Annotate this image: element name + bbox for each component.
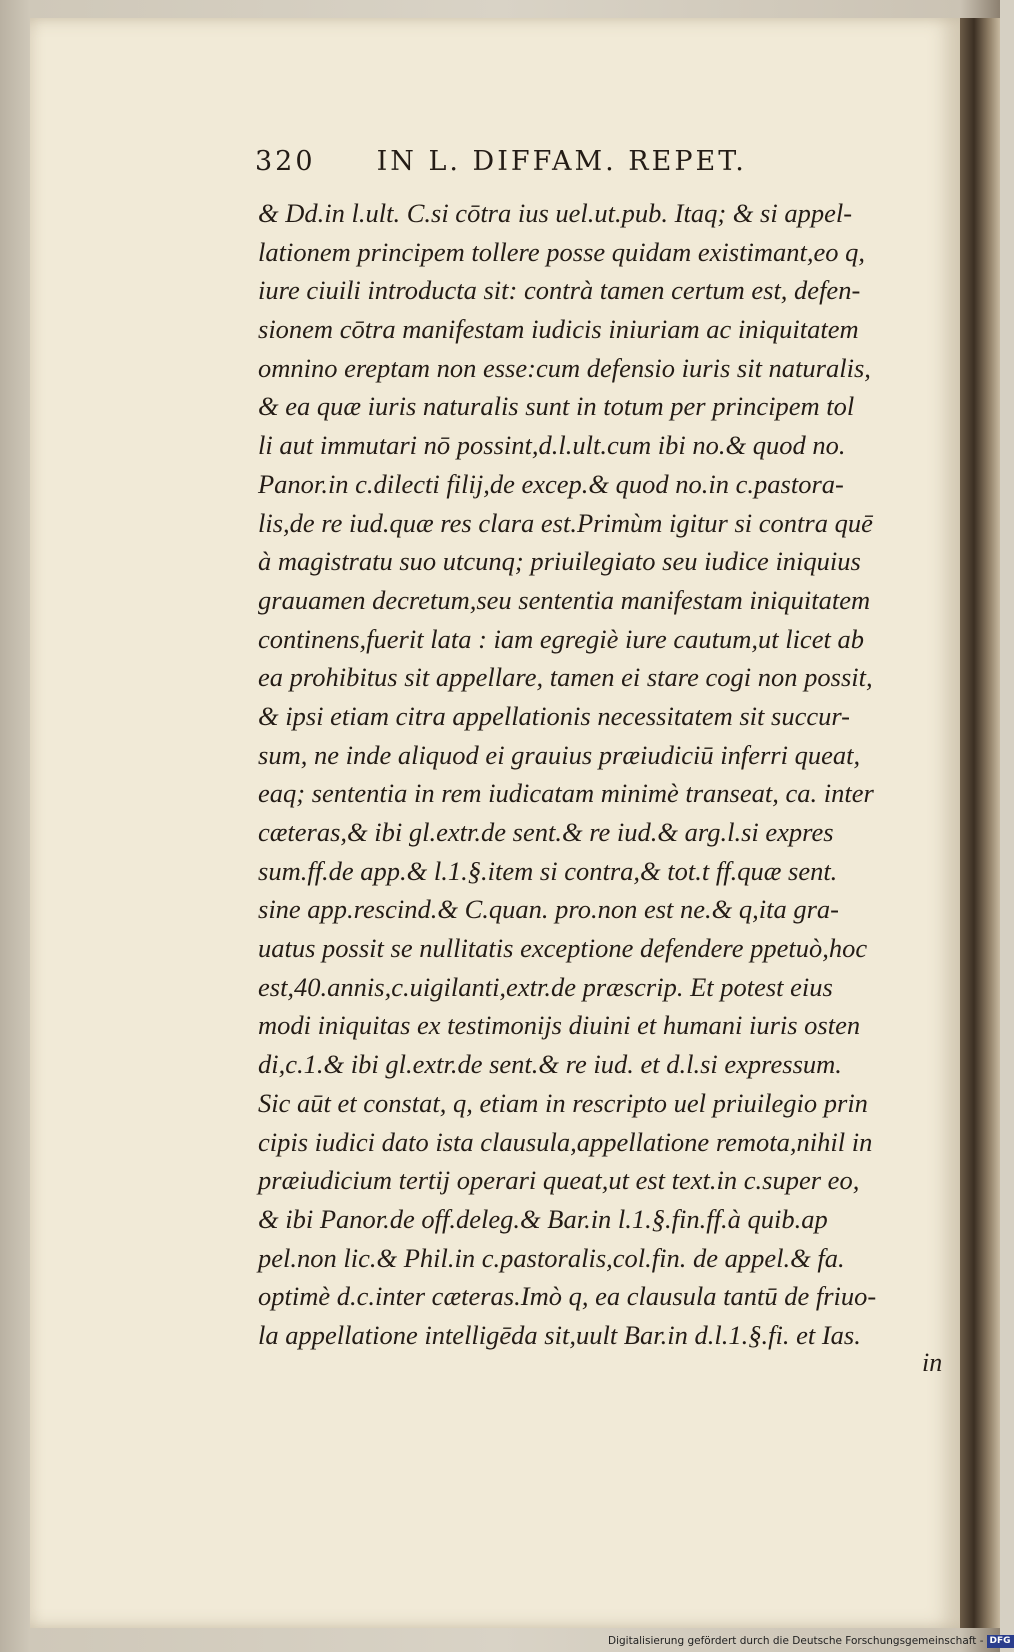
book-spine — [960, 18, 1000, 1628]
running-head — [255, 146, 855, 182]
text-line: & ea quæ iuris naturalis sunt in totum per principem tol — [258, 391, 855, 422]
text-line: omnino ereptam non esse:cum defensio iuris sit naturalis, — [258, 352, 871, 383]
text-line: cipis iudici dato ista clausula,appellatione remota,nihil in — [258, 1126, 873, 1157]
text-line: à magistratu suo utcunq; priuilegiato seu iudice iniquius — [258, 546, 861, 577]
catchword: in — [922, 1348, 943, 1377]
text-line: grauamen decretum,seu sententia manifestam iniquitatem — [258, 584, 871, 615]
page-number: 320 — [255, 146, 316, 177]
text-line: modi iniquitas ex testimonijs diuini et humani iuris osten — [258, 1010, 861, 1041]
text-line: & ibi Panor.de off.deleg.& Bar.in l.1.§.fin.ff.à quib.ap — [258, 1203, 828, 1234]
text-line: sum, ne inde aliquod ei grauius præiudiciū inferri queat, — [258, 739, 861, 770]
dfg-logo: DFG — [987, 1635, 1014, 1648]
text-line: lis,de re iud.quæ res clara est.Primùm igitur si contra quē — [258, 507, 873, 538]
text-line: sine app.rescind.& C.quan. pro.non est ne.& q,ita gra- — [258, 894, 840, 925]
text-line: & ipsi etiam citra appellationis necessitatem sit succur- — [258, 700, 850, 731]
text-line: di,c.1.& ibi gl.extr.de sent.& re iud. et d.l.si expressum. — [258, 1049, 842, 1080]
text-line: iure ciuili introducta sit: contrà tamen certum est, defen- — [258, 275, 861, 306]
text-line: est,40.annis,c.uigilanti,extr.de præscrip. Et potest eius — [258, 971, 833, 1002]
text-line: Panor.in c.dilecti filij,de excep.& quod no.in c.pastora- — [258, 468, 844, 499]
text-line: uatus possit se nullitatis exceptione defendere ppetuò,hoc — [258, 933, 868, 964]
text-line: li aut immutari nō possint,d.l.ult.cum ibi no.& quod no. — [258, 430, 846, 461]
text-line: sionem cōtra manifestam iudicis iniuriam ac iniquitatem — [258, 314, 859, 345]
text-line: continens,fuerit lata : iam egregiè iure cautum,ut licet ab — [258, 623, 864, 654]
text-line: optimè d.c.inter cæteras.Imò q, ea clausula tantū de friuo- — [258, 1281, 877, 1312]
running-title: IN L. DIFFAM. REPET. — [376, 146, 747, 177]
text-line: ea prohibitus sit appellare, tamen ei stare cogi non possit, — [258, 662, 873, 693]
text-line: lationem principem tollere posse quidam existimant,eo q, — [258, 236, 865, 267]
text-line: & Dd.in l.ult. C.si cōtra ius uel.ut.pub. Itaq; & si appel- — [258, 198, 853, 228]
text-line: eaq; sententia in rem iudicatam minimè transeat, ca. inter — [258, 778, 874, 809]
text-line: præiudicium tertij operari queat,ut est text.in c.super eo, — [258, 1165, 860, 1196]
digitization-credit — [608, 1632, 1011, 1650]
credit-text: Digitalisierung gefördert durch die Deutsche Forschungsgemeinschaft - — [608, 1635, 984, 1647]
text-line: sum.ff.de app.& l.1.§.item si contra,& tot.t ff.quæ sent. — [258, 855, 838, 886]
text-line: cæteras,& ibi gl.extr.de sent.& re iud.& arg.l.si expres — [258, 817, 834, 847]
body-text — [258, 194, 952, 1355]
text-line: la appellatione intelligēda sit,uult Bar.in d.l.1.§.fi. et Ias. — [258, 1319, 861, 1350]
text-line: pel.non lic.& Phil.in c.pastoralis,col.fin. de appel.& fa. — [258, 1242, 845, 1273]
text-line: Sic aūt et constat, q, etiam in rescripto uel priuilegio prin — [258, 1087, 868, 1118]
